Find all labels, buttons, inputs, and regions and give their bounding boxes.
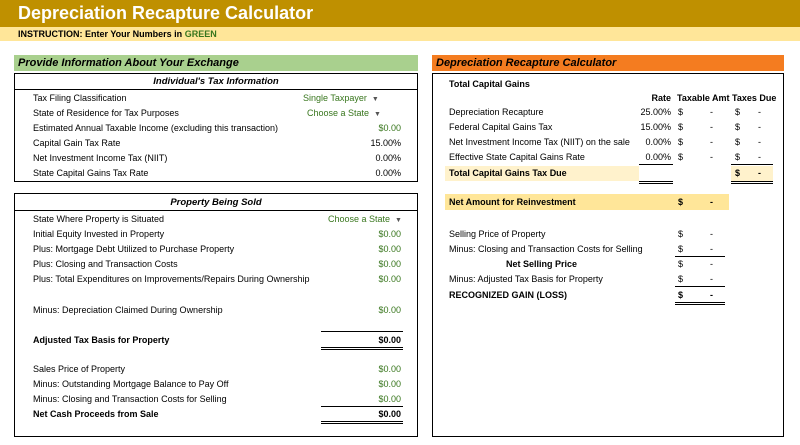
instruction-text: INSTRUCTION: Enter Your Numbers in [18, 29, 185, 39]
gains-rate: 25.00% [640, 107, 671, 117]
closing-costs-input[interactable]: $0.00 [378, 259, 401, 269]
currency-symbol: $ [678, 259, 684, 269]
tax-row-label: Net Investment Income Tax (NIIT) [33, 153, 168, 163]
state-residence-select[interactable]: Choose a State ▼ [307, 108, 381, 118]
net-selling-price-label: Net Selling Price [505, 259, 577, 269]
instruction-bar [0, 27, 800, 41]
currency-symbol: $ [678, 122, 684, 132]
total-tax-value: - [758, 168, 761, 178]
calculator-panel [432, 73, 784, 437]
mortgage-debt-input[interactable]: $0.00 [378, 244, 401, 254]
left-section-header: Provide Information About Your Exchange [14, 55, 418, 71]
property-panel [14, 193, 418, 437]
tax-row-label: State of Residence for Tax Purposes [33, 108, 179, 118]
gains-taxes: - [758, 152, 761, 162]
annual-income-input[interactable]: $0.00 [378, 123, 401, 133]
tax-row-label: Estimated Annual Taxable Income (excluding this transaction) [33, 123, 278, 133]
currency-symbol: $ [735, 152, 741, 162]
property-row-label: Net Cash Proceeds from Sale [33, 409, 159, 419]
adjusted-basis-value: $0.00 [378, 335, 401, 345]
right-section-header: Depreciation Recapture Calculator [432, 55, 784, 71]
improvements-input[interactable]: $0.00 [378, 274, 401, 284]
gains-taxable: - [710, 107, 713, 117]
chevron-down-icon: ▼ [395, 217, 402, 224]
sale-row-label: Selling Price of Property [449, 229, 546, 239]
property-row-label: Plus: Closing and Transaction Costs [33, 259, 178, 269]
instruction-highlight: GREEN [184, 29, 217, 39]
currency-symbol: $ [678, 229, 684, 239]
sale-value: - [710, 259, 713, 269]
state-cg-rate-value: 0.00% [375, 168, 401, 178]
gains-row-label: Effective State Capital Gains Rate [449, 152, 585, 162]
tax-row-label: Capital Gain Tax Rate [33, 138, 121, 148]
currency-symbol: $ [678, 290, 684, 300]
currency-symbol: $ [678, 107, 684, 117]
gains-taxes: - [758, 122, 761, 132]
property-row-label: Initial Equity Invested in Property [33, 229, 165, 239]
currency-symbol: $ [735, 122, 741, 132]
property-row-label: Plus: Mortgage Debt Utilized to Purchase Property [33, 244, 235, 254]
total-tax-label: Total Capital Gains Tax Due [449, 168, 567, 178]
sale-value: - [710, 244, 713, 254]
depreciation-input[interactable]: $0.00 [378, 305, 401, 315]
initial-equity-input[interactable]: $0.00 [378, 229, 401, 239]
tax-row-label: Tax Filing Classification [33, 93, 127, 103]
gains-heading: Total Capital Gains [449, 79, 530, 89]
sale-value: - [710, 274, 713, 284]
page-title: Depreciation Recapture Calculator [0, 0, 800, 27]
property-row-label: Plus: Total Expenditures on Improvements/Repairs During Ownership [33, 274, 310, 284]
tax-info-heading: Individual's Tax Information [153, 76, 279, 87]
sale-row-label: Minus: Adjusted Tax Basis for Property [449, 274, 603, 284]
gains-taxable: - [710, 122, 713, 132]
property-row-label: Minus: Outstanding Mortgage Balance to Pay Off [33, 379, 229, 389]
sale-row-label: Minus: Closing and Transaction Costs for Selling [449, 244, 643, 254]
gains-row-label: Federal Capital Gains Tax [449, 122, 553, 132]
capital-gain-rate-value: 15.00% [370, 138, 401, 148]
chevron-down-icon: ▼ [374, 111, 381, 118]
property-state-select[interactable]: Choose a State ▼ [328, 214, 402, 224]
sale-value: - [710, 229, 713, 239]
property-row-label: Minus: Depreciation Claimed During Ownership [33, 305, 223, 315]
chevron-down-icon: ▼ [371, 96, 379, 103]
sales-price-input[interactable]: $0.00 [378, 364, 401, 374]
net-cash-proceeds-value: $0.00 [378, 409, 401, 419]
currency-symbol: $ [678, 197, 684, 207]
recognized-gain-label: RECOGNIZED GAIN (LOSS) [449, 290, 568, 300]
niit-rate-value: 0.00% [375, 153, 401, 163]
reinvest-label: Net Amount for Reinvestment [449, 197, 576, 207]
tax-row-label: State Capital Gains Tax Rate [33, 168, 149, 178]
property-row-label: State Where Property is Situated [33, 214, 165, 224]
gains-taxes: - [758, 107, 761, 117]
gains-rate: 0.00% [645, 137, 671, 147]
col-taxable-header: Taxable Amt [677, 93, 730, 103]
mortgage-balance-input[interactable]: $0.00 [378, 379, 401, 389]
col-taxes-header: Taxes Due [732, 93, 777, 103]
property-row-label: Adjusted Tax Basis for Property [33, 335, 170, 345]
gains-taxable: - [710, 137, 713, 147]
gains-rate: 15.00% [640, 122, 671, 132]
selling-costs-input[interactable]: $0.00 [378, 394, 401, 404]
currency-symbol: $ [735, 168, 741, 178]
col-rate-header: Rate [651, 93, 671, 103]
recognized-gain-value: - [710, 290, 713, 300]
gains-taxes: - [758, 137, 761, 147]
currency-symbol: $ [735, 137, 741, 147]
property-row-label: Minus: Closing and Transaction Costs for Selling [33, 394, 227, 404]
gains-row-label: Net Investment Income Tax (NIIT) on the sale [449, 137, 630, 147]
gains-row-label: Depreciation Recapture [449, 107, 544, 117]
property-heading: Property Being Sold [170, 197, 262, 208]
gains-rate: 0.00% [645, 152, 671, 162]
filing-classification-select[interactable]: Single Taxpayer ▼ [303, 93, 379, 103]
currency-symbol: $ [678, 137, 684, 147]
tax-info-panel [14, 73, 418, 182]
gains-taxable: - [710, 152, 713, 162]
currency-symbol: $ [735, 107, 741, 117]
reinvest-value: - [710, 197, 713, 207]
currency-symbol: $ [678, 152, 684, 162]
property-row-label: Sales Price of Property [33, 364, 126, 374]
currency-symbol: $ [678, 274, 684, 284]
currency-symbol: $ [678, 244, 684, 254]
